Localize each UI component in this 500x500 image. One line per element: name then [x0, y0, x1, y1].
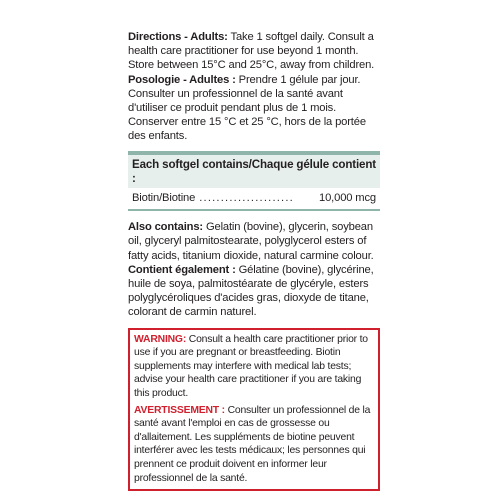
directions-text-en: Take 1 softgel daily. Consult a health care practitioner for use beyond 1 month. Store between 15°C and 25°C, away from children. — [128, 31, 375, 72]
also-contains-heading-en: Also contains: — [128, 221, 203, 234]
facts-amount: 10,000 mcg — [319, 192, 376, 205]
warning-text-en: Consult a health care practitioner prior to use if you are pregnant or breastfeeding. Biotin supplements may interfere with medical lab tests; advise your health care practitioner if you are taking this product. — [134, 333, 368, 400]
facts-header — [128, 155, 380, 188]
warning-en — [134, 333, 374, 401]
warning-heading-fr: AVERTISSEMENT : — [134, 404, 225, 416]
also-contains-en — [128, 220, 380, 263]
facts-row — [128, 188, 380, 207]
product-label — [128, 30, 380, 491]
warning-fr — [134, 404, 374, 486]
directions-heading-en: Directions - Adults: — [128, 31, 228, 43]
facts-bottom-rule — [128, 209, 380, 211]
also-contains-heading-fr: Contient également : — [128, 263, 236, 276]
facts-header-text: Each softgel contains/Chaque gélule contient : — [132, 157, 376, 185]
also-contains-section — [128, 220, 380, 319]
also-contains-fr — [128, 263, 380, 320]
also-contains-text-en: Gelatin (bovine), glycerin, soybean oil, glyceryl palmitostearate, polyglycerol esters of fatty acids, titanium dioxide, natural carmine colour. — [128, 221, 374, 262]
also-contains-text-fr: Gélatine (bovine), glycérine, huile de soya, palmitostéarate de glycéryle, esters polyglycéroliques d'acides gras, dioxyde de titane, colorant de carmin naturel. — [128, 263, 374, 319]
directions-en — [128, 30, 380, 73]
warning-heading-en: WARNING: — [134, 333, 187, 345]
warning-box — [128, 328, 380, 492]
directions-section — [128, 30, 380, 144]
facts-ingredient: Biotin/Biotine — [132, 192, 196, 205]
warning-text-fr: Consulter un professionnel de la santé avant l'emploi en cas de grossesse ou d'allaitement. Les suppléments de biotine peuvent interférer avec les tests médicaux; les personnes qui prennent ce produit doivent en informer leur professionnel de la santé. — [134, 404, 371, 484]
directions-heading-fr: Posologie - Adultes : — [128, 73, 236, 86]
facts-dots: ...................... — [199, 192, 294, 205]
directions-fr — [128, 73, 380, 144]
directions-text-fr: Prendre 1 gélule par jour. Consulter un professionnel de la santé avant d'utiliser ce produit pendant plus de 1 mois. Conserver entre 15 °C et 25 °C, hors de la portée des enfants. — [128, 73, 366, 143]
